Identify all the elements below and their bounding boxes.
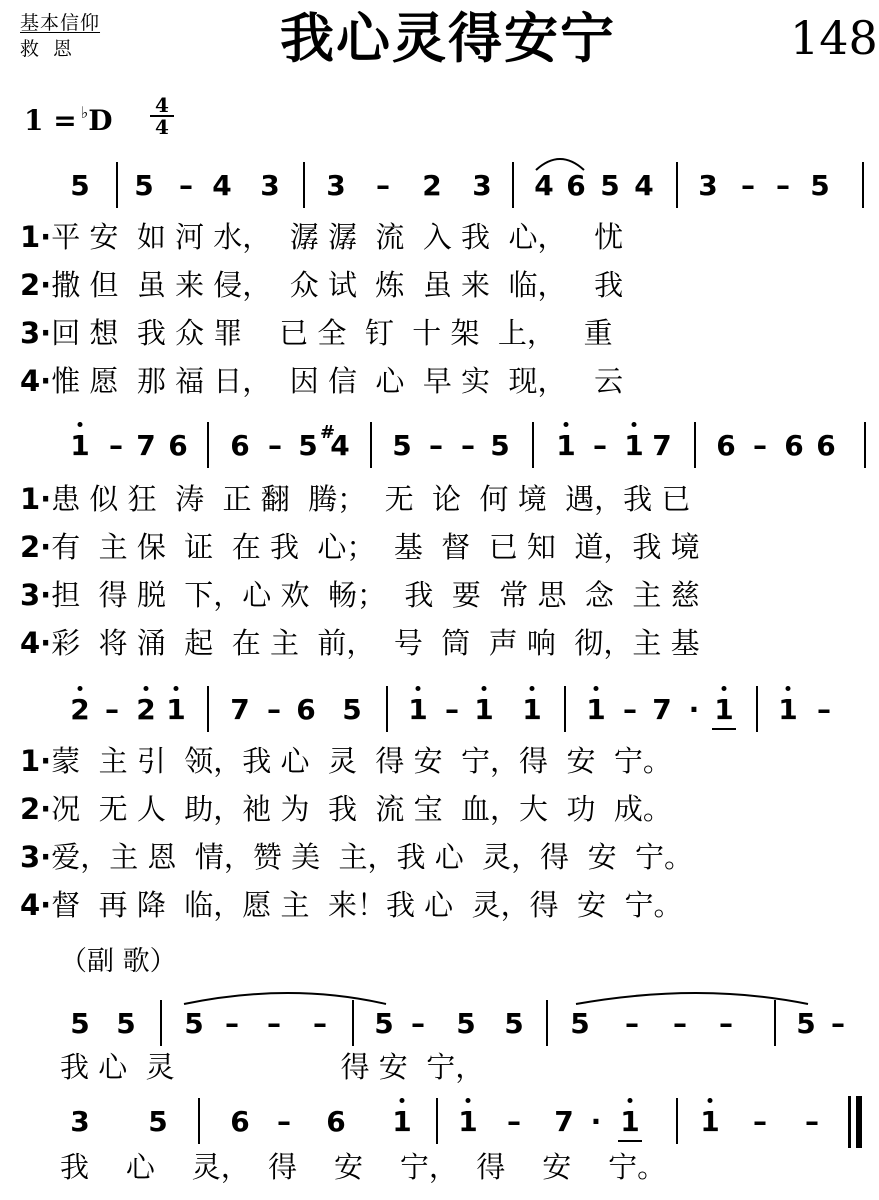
note: 4 — [212, 169, 232, 202]
meter-top: 4 — [155, 93, 169, 117]
note: 1 — [714, 693, 734, 726]
note: 2 — [422, 169, 442, 202]
note: 4 — [534, 169, 554, 202]
note: 6 — [296, 693, 316, 726]
lyric-line: 1·患 似 狂 涛 正 翻 腾； 无 论 何 境 遇，我 已 — [20, 482, 691, 516]
note: 6 — [326, 1105, 346, 1138]
lyric-line: 2·况 无 人 助，祂 为 我 流 宝 血，大 功 成。 — [20, 792, 672, 826]
flat-sign: ♭ — [80, 103, 89, 122]
note: 5 — [810, 169, 830, 202]
notation-row-3 — [0, 682, 879, 738]
note: 6 — [168, 429, 188, 462]
augmentation-dot: · — [688, 693, 700, 726]
lyric-line: 1·平 安 如 河 水， 潺 潺 流 入 我 心， 忧 — [20, 220, 624, 254]
note: 5 — [134, 169, 154, 202]
note: 6 — [230, 1105, 250, 1138]
dash: – — [776, 169, 790, 202]
note: 3 — [472, 169, 492, 202]
note: 3 — [326, 169, 346, 202]
note: 1 — [392, 1105, 412, 1138]
dash: – — [268, 429, 282, 462]
dash: – — [741, 169, 755, 202]
sharp-sign: # — [320, 422, 336, 443]
note: 4 — [634, 169, 654, 202]
notation-row-2 — [0, 418, 879, 474]
note: 1 — [458, 1105, 478, 1138]
note: 1 — [586, 693, 606, 726]
dash: – — [277, 1105, 291, 1138]
key-signature — [24, 96, 113, 138]
note: 6 — [230, 429, 250, 462]
note: 6 — [816, 429, 836, 462]
note: 3 — [70, 1105, 90, 1138]
note: 5 — [374, 1007, 394, 1040]
note: 5 — [490, 429, 510, 462]
lyric-line: 3·回 想 我 众 罪 已 全 钉 十 架 上， 重 — [20, 316, 613, 350]
lyric-line: 2·有 主 保 证 在 我 心； 基 督 已 知 道，我 境 — [20, 530, 700, 564]
dash: – — [753, 1105, 767, 1138]
note: 6 — [716, 429, 736, 462]
chorus-lyric-line: 我 心 灵， 得 安 宁， 得 安 宁。 — [60, 1150, 667, 1184]
note: 1 — [556, 429, 576, 462]
note: 2 — [70, 693, 90, 726]
category-label: 基本信仰 — [20, 12, 101, 34]
dash: – — [719, 1007, 733, 1040]
dash: – — [593, 429, 607, 462]
dash: – — [313, 1007, 327, 1040]
dash: – — [179, 169, 193, 202]
note: 7 — [230, 693, 250, 726]
hymn-number: 148 — [790, 11, 878, 65]
dash: – — [461, 429, 475, 462]
note: 1 — [620, 1105, 640, 1138]
dash: – — [376, 169, 390, 202]
lyric-line: 1·蒙 主 引 领，我 心 灵 得 安 宁，得 安 宁。 — [20, 744, 672, 778]
note: 5 — [600, 169, 620, 202]
note: 7 — [554, 1105, 574, 1138]
note: 5 — [70, 1007, 90, 1040]
note: 1 — [522, 693, 542, 726]
note: 5 — [342, 693, 362, 726]
note: 4 — [330, 429, 350, 462]
note: 1 — [624, 429, 644, 462]
note: 5 — [456, 1007, 476, 1040]
dash: – — [623, 693, 637, 726]
note: 5 — [70, 169, 90, 202]
note: 5 — [504, 1007, 524, 1040]
dash: – — [753, 429, 767, 462]
note: 5 — [392, 429, 412, 462]
dash: – — [267, 1007, 281, 1040]
note: 5 — [184, 1007, 204, 1040]
notation-row-4 — [0, 996, 879, 1052]
note: 3 — [698, 169, 718, 202]
meter-bottom: 4 — [155, 115, 169, 139]
notation-row-1 — [0, 158, 879, 214]
note: 5 — [570, 1007, 590, 1040]
time-signature — [150, 93, 174, 139]
note: 5 — [796, 1007, 816, 1040]
lyric-line: 3·爱，主 恩 情，赞 美 主，我 心 灵，得 安 宁。 — [20, 840, 694, 874]
lyric-line: 3·担 得 脱 下，心 欢 畅； 我 要 常 思 念 主 慈 — [20, 578, 700, 612]
augmentation-dot: · — [590, 1105, 602, 1138]
dash: – — [429, 429, 443, 462]
dash: – — [267, 693, 281, 726]
note: 7 — [652, 429, 672, 462]
note: 1 — [474, 693, 494, 726]
note: 5 — [298, 429, 318, 462]
note: 1 — [166, 693, 186, 726]
lyric-line: 4·惟 愿 那 福 日， 因 信 心 早 实 现， 云 — [20, 364, 624, 398]
chorus-lyric-line: 我 心 灵 得 安 宁， — [60, 1050, 485, 1084]
note: 3 — [260, 169, 280, 202]
note: 2 — [136, 693, 156, 726]
hymn-title: 我心灵得安宁 — [280, 7, 616, 70]
notation-row-5 — [0, 1094, 879, 1150]
dash: – — [109, 429, 123, 462]
note: 5 — [116, 1007, 136, 1040]
key-note: D — [88, 104, 113, 137]
dash: – — [805, 1105, 819, 1138]
dash: – — [507, 1105, 521, 1138]
dash: – — [445, 693, 459, 726]
dash: – — [831, 1007, 845, 1040]
key-label: 1 = — [24, 104, 77, 137]
lyric-line: 2·撒 但 虽 来 侵， 众 试 炼 虽 来 临， 我 — [20, 268, 624, 302]
dash: – — [625, 1007, 639, 1040]
note: 7 — [652, 693, 672, 726]
note: 1 — [778, 693, 798, 726]
note: 6 — [784, 429, 804, 462]
dash: – — [817, 693, 831, 726]
note: 5 — [148, 1105, 168, 1138]
note: 1 — [408, 693, 428, 726]
chorus-label: （副 歌） — [60, 946, 177, 977]
lyric-line: 4·彩 将 涌 起 在 主 前， 号 筒 声 响 彻，主 基 — [20, 626, 700, 660]
note: 6 — [566, 169, 586, 202]
dash: – — [673, 1007, 687, 1040]
dash: – — [225, 1007, 239, 1040]
note: 1 — [70, 429, 90, 462]
subcategory-label: 救恩 — [20, 38, 87, 60]
note: 1 — [700, 1105, 720, 1138]
lyric-line: 4·督 再 降 临，愿 主 来！我 心 灵，得 安 宁。 — [20, 888, 683, 922]
note: 7 — [136, 429, 156, 462]
dash: – — [105, 693, 119, 726]
dash: – — [411, 1007, 425, 1040]
